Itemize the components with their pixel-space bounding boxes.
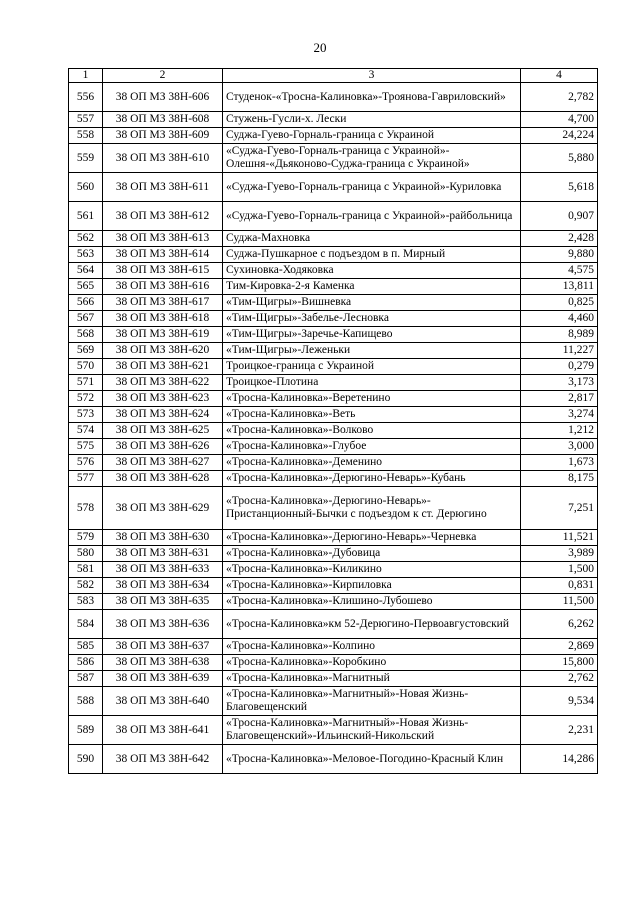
- row-number: 579: [69, 530, 103, 546]
- road-length: 2,782: [521, 83, 598, 112]
- road-name: «Тросна-Калиновка»-Клишино-Лубошево: [223, 594, 521, 610]
- road-name: «Тросна-Калиновка»-Дерюгино-Неварь»-Пристанционный-Бычки с подъездом к ст. Дерюгино: [223, 487, 521, 530]
- table-row: [69, 231, 598, 247]
- row-number: 582: [69, 578, 103, 594]
- road-name: «Тросна-Калиновка»-Коробкино: [223, 655, 521, 671]
- table-row: [69, 546, 598, 562]
- row-number: 566: [69, 295, 103, 311]
- row-number: 570: [69, 359, 103, 375]
- road-name: Тим-Кировка-2-я Каменка: [223, 279, 521, 295]
- road-length: 5,880: [521, 144, 598, 173]
- road-code: 38 ОП МЗ 38Н-629: [103, 487, 223, 530]
- road-code: 38 ОП МЗ 38Н-638: [103, 655, 223, 671]
- table-row: [69, 530, 598, 546]
- road-name: «Тросна-Калиновка»-Колпино: [223, 639, 521, 655]
- road-name: «Тросна-Калиновка»-Дубовица: [223, 546, 521, 562]
- road-length: 1,673: [521, 455, 598, 471]
- table-row: [69, 716, 598, 745]
- table-row: [69, 359, 598, 375]
- table-row: [69, 311, 598, 327]
- row-number: 571: [69, 375, 103, 391]
- row-number: 577: [69, 471, 103, 487]
- table-row: [69, 375, 598, 391]
- road-name: «Тросна-Калиновка»-Деменино: [223, 455, 521, 471]
- row-number: 558: [69, 128, 103, 144]
- row-number: 569: [69, 343, 103, 359]
- table-row: [69, 610, 598, 639]
- road-name: Суджа-Гуево-Горналь-граница с Украиной: [223, 128, 521, 144]
- row-number: 583: [69, 594, 103, 610]
- table-row: [69, 279, 598, 295]
- road-length: 8,989: [521, 327, 598, 343]
- road-name: «Тросна-Калиновка»-Меловое-Погодино-Красный Клин: [223, 745, 521, 774]
- table-row: [69, 471, 598, 487]
- row-number: 557: [69, 112, 103, 128]
- table-header: [69, 69, 598, 83]
- table-row: [69, 247, 598, 263]
- header-row: [69, 69, 598, 83]
- road-code: 38 ОП МЗ 38Н-611: [103, 173, 223, 202]
- road-code: 38 ОП МЗ 38Н-622: [103, 375, 223, 391]
- road-length: 9,534: [521, 687, 598, 716]
- row-number: 564: [69, 263, 103, 279]
- row-number: 576: [69, 455, 103, 471]
- road-code: 38 ОП МЗ 38Н-634: [103, 578, 223, 594]
- road-length: 2,428: [521, 231, 598, 247]
- road-length: 24,224: [521, 128, 598, 144]
- road-length: 2,762: [521, 671, 598, 687]
- road-length: 3,173: [521, 375, 598, 391]
- road-code: 38 ОП МЗ 38Н-618: [103, 311, 223, 327]
- road-name: Сухиновка-Ходяковка: [223, 263, 521, 279]
- road-name: «Тросна-Калиновка»-Веретенино: [223, 391, 521, 407]
- row-number: 585: [69, 639, 103, 655]
- road-code: 38 ОП МЗ 38Н-612: [103, 202, 223, 231]
- row-number: 556: [69, 83, 103, 112]
- road-name: Студенок-«Тросна-Калиновка»-Троянова-Гавриловский»: [223, 83, 521, 112]
- row-number: 561: [69, 202, 103, 231]
- road-code: 38 ОП МЗ 38Н-623: [103, 391, 223, 407]
- table-row: [69, 343, 598, 359]
- road-name: «Тросна-Калиновка»-Магнитный: [223, 671, 521, 687]
- road-code: 38 ОП МЗ 38Н-613: [103, 231, 223, 247]
- table-row: [69, 391, 598, 407]
- road-code: 38 ОП МЗ 38Н-642: [103, 745, 223, 774]
- row-number: 574: [69, 423, 103, 439]
- road-length: 4,700: [521, 112, 598, 128]
- road-code: 38 ОП МЗ 38Н-619: [103, 327, 223, 343]
- row-number: 584: [69, 610, 103, 639]
- table-row: [69, 295, 598, 311]
- road-name: «Суджа-Гуево-Горналь-граница с Украиной»-Олешня-«Дьяконово-Суджа-граница с Украиной»: [223, 144, 521, 173]
- road-code: 38 ОП МЗ 38Н-633: [103, 562, 223, 578]
- road-length: 6,262: [521, 610, 598, 639]
- row-number: 560: [69, 173, 103, 202]
- road-length: 14,286: [521, 745, 598, 774]
- road-length: 1,212: [521, 423, 598, 439]
- road-name: «Тросна-Калиновка»-Дерюгино-Неварь»-Черневка: [223, 530, 521, 546]
- table-row: [69, 745, 598, 774]
- row-number: 590: [69, 745, 103, 774]
- road-name: Суджа-Пушкарное с подъездом в п. Мирный: [223, 247, 521, 263]
- row-number: 580: [69, 546, 103, 562]
- road-length: 3,000: [521, 439, 598, 455]
- road-length: 11,227: [521, 343, 598, 359]
- road-code: 38 ОП МЗ 38Н-635: [103, 594, 223, 610]
- header-col-number: 1: [69, 69, 103, 83]
- header-col-length: 4: [521, 69, 598, 83]
- row-number: 565: [69, 279, 103, 295]
- table-row: [69, 439, 598, 455]
- table-row: [69, 407, 598, 423]
- row-number: 586: [69, 655, 103, 671]
- road-length: 15,800: [521, 655, 598, 671]
- road-length: 0,831: [521, 578, 598, 594]
- road-code: 38 ОП МЗ 38Н-606: [103, 83, 223, 112]
- road-length: 9,880: [521, 247, 598, 263]
- table-row: [69, 83, 598, 112]
- road-length: 0,279: [521, 359, 598, 375]
- road-length: 3,989: [521, 546, 598, 562]
- road-name: «Суджа-Гуево-Горналь-граница с Украиной»-райбольница: [223, 202, 521, 231]
- road-name: «Тросна-Калиновка»-Веть: [223, 407, 521, 423]
- road-name: «Тим-Щигры»-Вишневка: [223, 295, 521, 311]
- table-row: [69, 327, 598, 343]
- road-name: Стужень-Гусли-х. Лески: [223, 112, 521, 128]
- road-code: 38 ОП МЗ 38Н-628: [103, 471, 223, 487]
- road-length: 7,251: [521, 487, 598, 530]
- road-name: Троицкое-граница с Украиной: [223, 359, 521, 375]
- road-code: 38 ОП МЗ 38Н-627: [103, 455, 223, 471]
- table-row: [69, 263, 598, 279]
- header-col-code: 2: [103, 69, 223, 83]
- road-code: 38 ОП МЗ 38Н-630: [103, 530, 223, 546]
- road-name: «Тим-Щигры»-Леженьки: [223, 343, 521, 359]
- road-code: 38 ОП МЗ 38Н-625: [103, 423, 223, 439]
- road-code: 38 ОП МЗ 38Н-614: [103, 247, 223, 263]
- table-row: [69, 578, 598, 594]
- road-name: «Суджа-Гуево-Горналь-граница с Украиной»-Куриловка: [223, 173, 521, 202]
- table-row: [69, 144, 598, 173]
- road-length: 2,869: [521, 639, 598, 655]
- road-code: 38 ОП МЗ 38Н-610: [103, 144, 223, 173]
- table-row: [69, 639, 598, 655]
- road-length: 4,460: [521, 311, 598, 327]
- road-code: 38 ОП МЗ 38Н-637: [103, 639, 223, 655]
- row-number: 578: [69, 487, 103, 530]
- table-row: [69, 128, 598, 144]
- header-col-name: 3: [223, 69, 521, 83]
- road-name: «Тросна-Калиновка»-Глубое: [223, 439, 521, 455]
- road-name: «Тросна-Калиновка»-Волково: [223, 423, 521, 439]
- road-code: 38 ОП МЗ 38Н-621: [103, 359, 223, 375]
- road-code: 38 ОП МЗ 38Н-636: [103, 610, 223, 639]
- road-code: 38 ОП МЗ 38Н-626: [103, 439, 223, 455]
- road-code: 38 ОП МЗ 38Н-631: [103, 546, 223, 562]
- road-name: «Тим-Щигры»-Заречье-Капищево: [223, 327, 521, 343]
- road-length: 11,521: [521, 530, 598, 546]
- road-name: «Тим-Щигры»-Забелье-Лесновка: [223, 311, 521, 327]
- road-name: «Тросна-Калиновка»-Магнитный»-Новая Жизнь-Благовещенский»-Ильинский-Никольский: [223, 716, 521, 745]
- table-row: [69, 655, 598, 671]
- road-name: Троицкое-Плотина: [223, 375, 521, 391]
- row-number: 573: [69, 407, 103, 423]
- road-code: 38 ОП МЗ 38Н-640: [103, 687, 223, 716]
- road-length: 8,175: [521, 471, 598, 487]
- road-length: 11,500: [521, 594, 598, 610]
- row-number: 589: [69, 716, 103, 745]
- roads-table: [68, 68, 598, 774]
- road-name: Суджа-Махновка: [223, 231, 521, 247]
- table-row: [69, 202, 598, 231]
- road-length: 13,811: [521, 279, 598, 295]
- road-code: 38 ОП МЗ 38Н-641: [103, 716, 223, 745]
- row-number: 587: [69, 671, 103, 687]
- road-code: 38 ОП МЗ 38Н-639: [103, 671, 223, 687]
- road-length: 5,618: [521, 173, 598, 202]
- page-number: 20: [313, 40, 327, 55]
- road-name: «Тросна-Калиновка»-Кирпиловка: [223, 578, 521, 594]
- road-code: 38 ОП МЗ 38Н-616: [103, 279, 223, 295]
- row-number: 581: [69, 562, 103, 578]
- road-length: 4,575: [521, 263, 598, 279]
- road-code: 38 ОП МЗ 38Н-624: [103, 407, 223, 423]
- road-name: «Тросна-Калиновка»км 52-Дерюгино-Первоавгустовский: [223, 610, 521, 639]
- road-length: 0,907: [521, 202, 598, 231]
- road-length: 3,274: [521, 407, 598, 423]
- road-code: 38 ОП МЗ 38Н-609: [103, 128, 223, 144]
- road-length: 0,825: [521, 295, 598, 311]
- table-row: [69, 671, 598, 687]
- road-code: 38 ОП МЗ 38Н-620: [103, 343, 223, 359]
- table-row: [69, 562, 598, 578]
- row-number: 575: [69, 439, 103, 455]
- road-name: «Тросна-Калиновка»-Магнитный»-Новая Жизнь-Благовещенский: [223, 687, 521, 716]
- table-row: [69, 594, 598, 610]
- road-code: 38 ОП МЗ 38Н-608: [103, 112, 223, 128]
- road-length: 1,500: [521, 562, 598, 578]
- road-code: 38 ОП МЗ 38Н-617: [103, 295, 223, 311]
- table-body: [69, 83, 598, 774]
- road-code: 38 ОП МЗ 38Н-615: [103, 263, 223, 279]
- row-number: 567: [69, 311, 103, 327]
- row-number: 562: [69, 231, 103, 247]
- table-row: [69, 423, 598, 439]
- row-number: 563: [69, 247, 103, 263]
- road-name: «Тросна-Калиновка»-Киликино: [223, 562, 521, 578]
- table-row: [69, 687, 598, 716]
- table-row: [69, 173, 598, 202]
- row-number: 559: [69, 144, 103, 173]
- row-number: 568: [69, 327, 103, 343]
- table-row: [69, 487, 598, 530]
- table-row: [69, 112, 598, 128]
- road-length: 2,231: [521, 716, 598, 745]
- road-name: «Тросна-Калиновка»-Дерюгино-Неварь»-Кубань: [223, 471, 521, 487]
- row-number: 588: [69, 687, 103, 716]
- row-number: 572: [69, 391, 103, 407]
- table-row: [69, 455, 598, 471]
- road-length: 2,817: [521, 391, 598, 407]
